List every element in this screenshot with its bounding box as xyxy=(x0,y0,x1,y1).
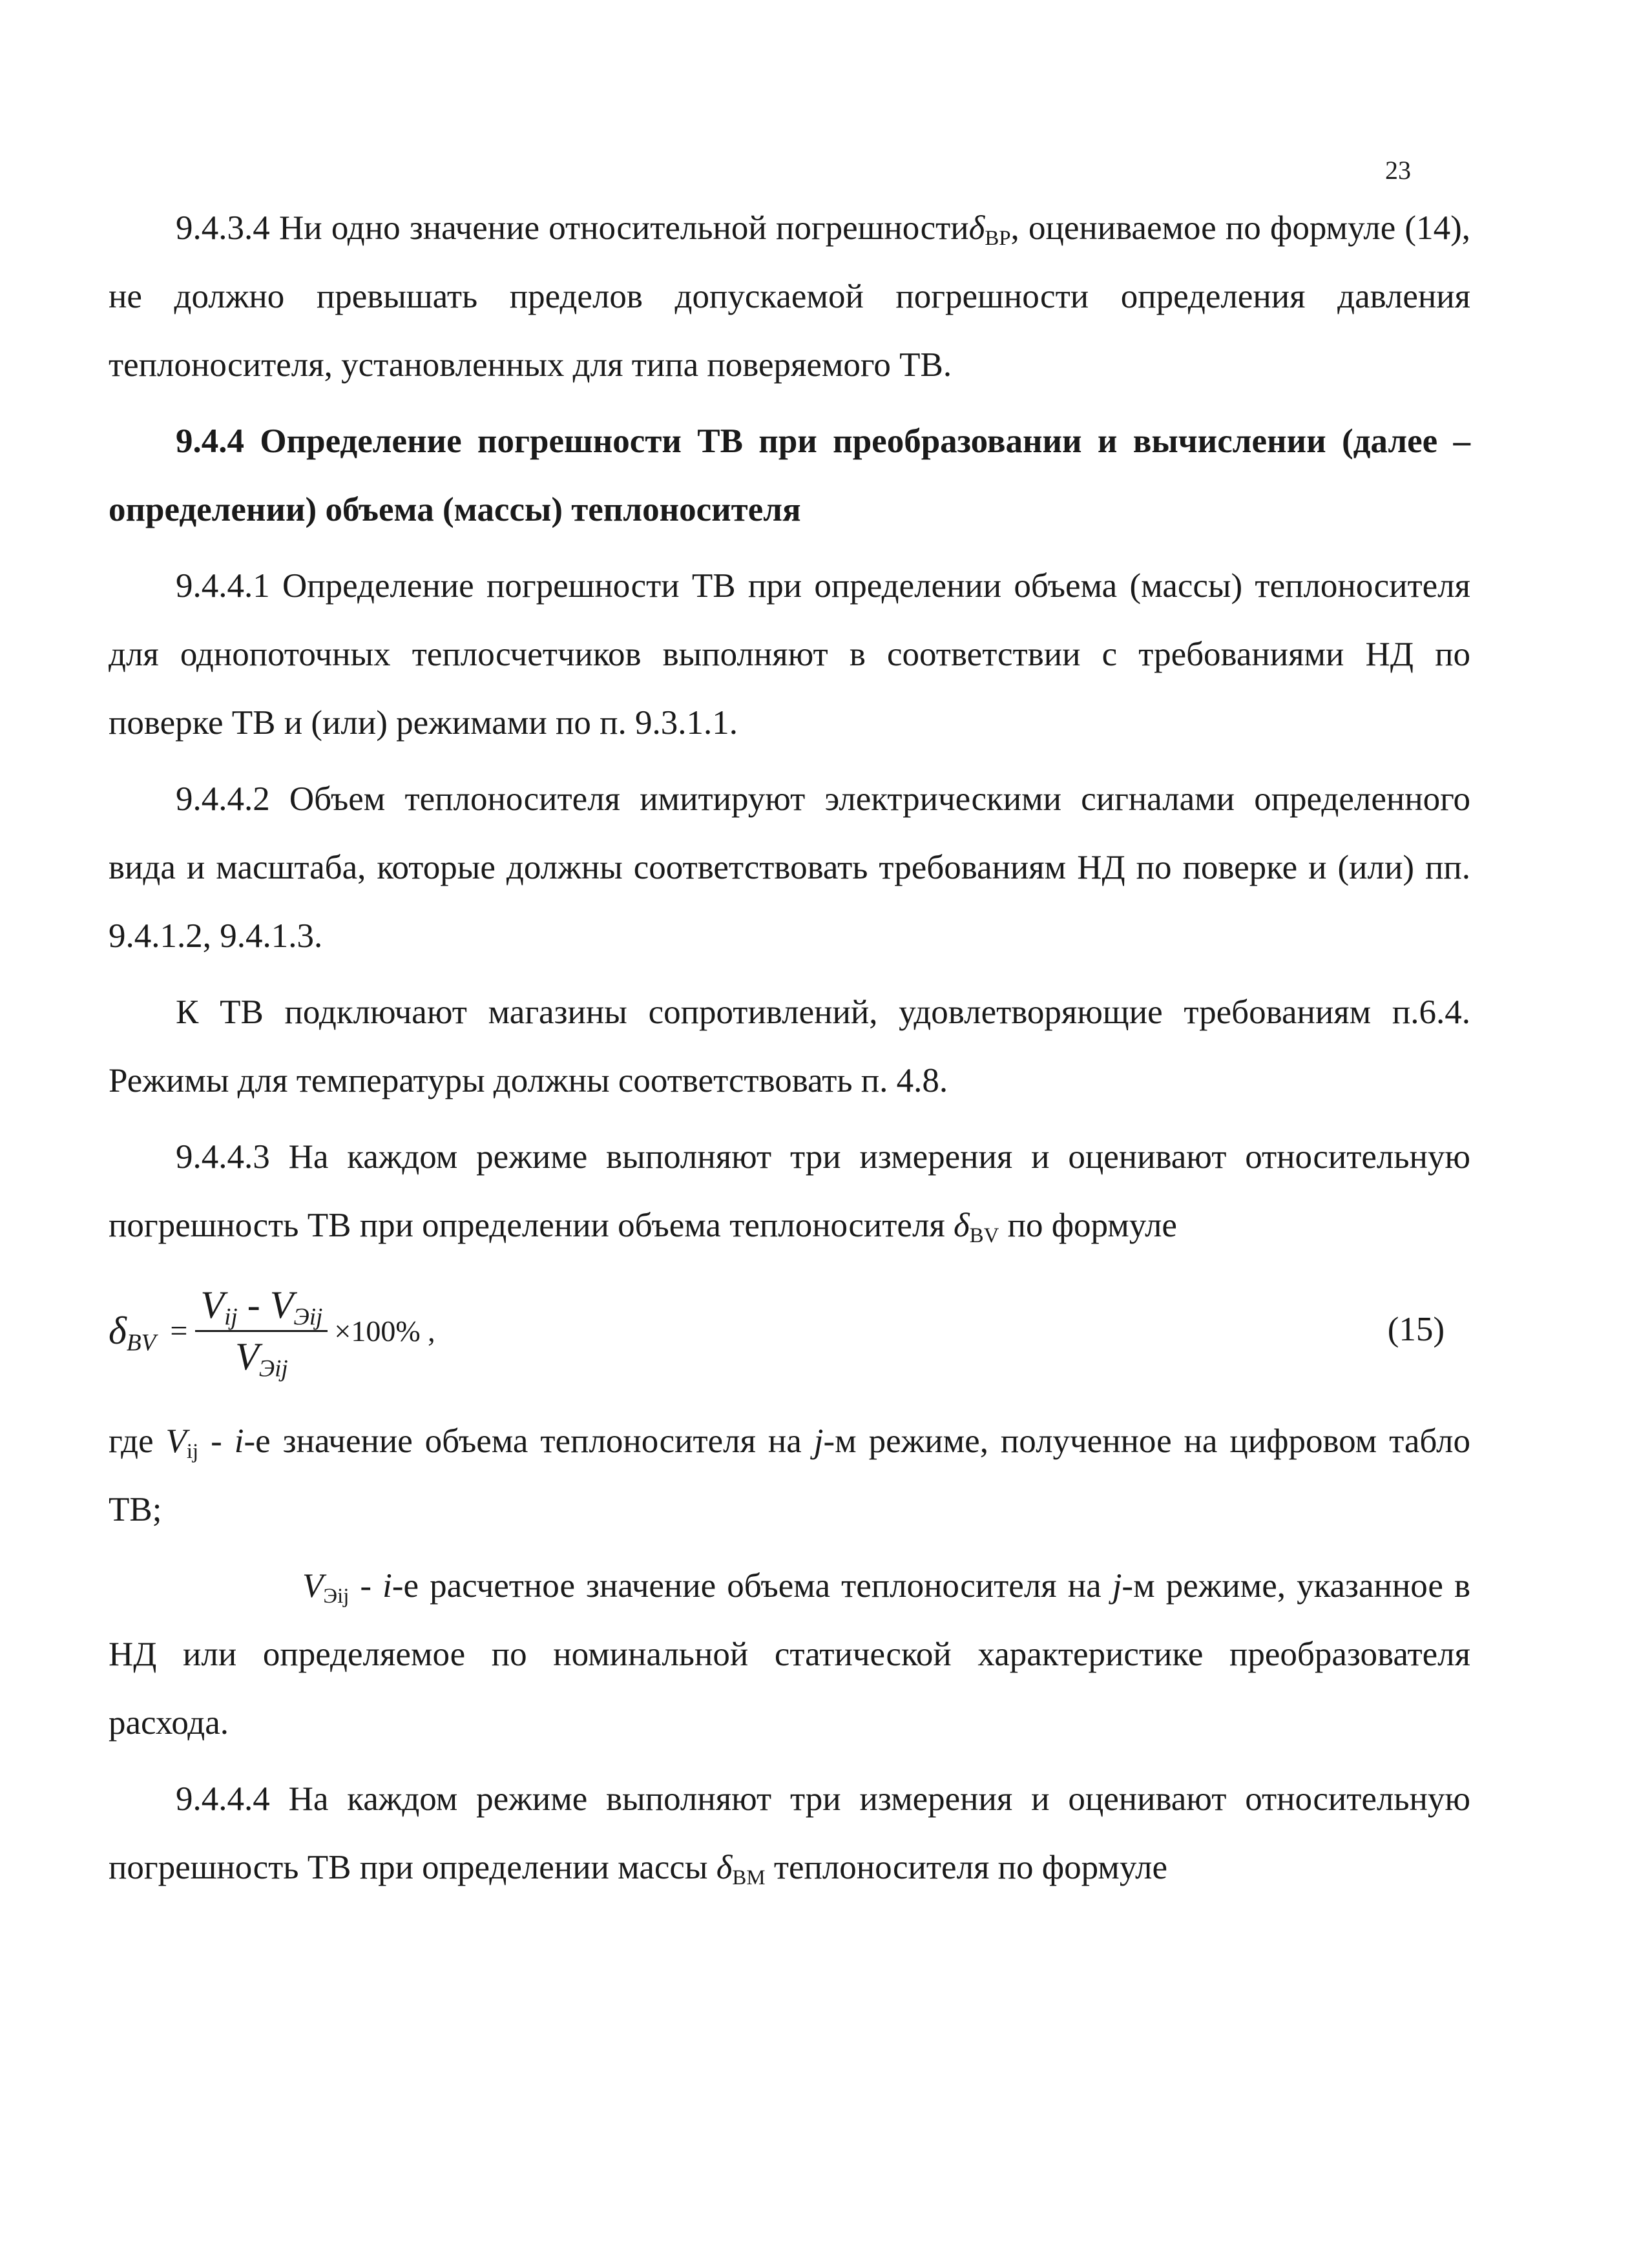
formula-expression xyxy=(109,1283,435,1382)
p5-text-1: 9.4.4.3 На каждом режиме выполняют три измерения и оценивают относительную погрешность ТВ при определении объема теплоносителя xyxy=(109,1138,1470,1244)
p1-text-2: , оцениваемое по формуле (14), не должно превышать пределов допускаемой погрешности определения давления теплоносителя, установленных для типа поверяемого ТВ. xyxy=(109,209,1470,384)
formula-lhs: $\delta_{ВV}$ xyxy=(109,1309,156,1357)
formula-numerator: $V_{ij} - V_{Эij}$ xyxy=(200,1284,323,1331)
definition-calculated-volume: $V_{Эij} - i-е$ расчетное значение объема теплоносителя на j-м режиме, указанное в НД или определяемое по номинальной статической характеристике преобразователя расхода. xyxy=(109,1567,1470,1742)
formula-denominator: $V_{Эij}$ xyxy=(235,1335,288,1382)
delta-subscript: ВV xyxy=(969,1224,999,1248)
paragraph-9-4-4-3 xyxy=(109,1123,1470,1260)
paragraph-9-4-4-1: 9.4.4.1 Определение погрешности ТВ при определении объема (массы) теплоносителя для однопоточных теплосчетчиков выполняют в соответствии с требованиями НД по поверке ТВ и (или) режимами по п. 9.3.1.1. xyxy=(109,567,1470,742)
section-heading-9-4-4: 9.4.4 Определение погрешности ТВ при преобразовании и вычислении (далее – определении) объема (массы) теплоносителя xyxy=(109,422,1470,528)
formula-equals: = xyxy=(170,1314,188,1348)
paragraph-9-4-4-4 xyxy=(109,1765,1470,1902)
paragraph-9-4-3-4 xyxy=(109,194,1470,399)
formula-15 xyxy=(109,1271,1470,1407)
paragraph-resistance-boxes: К ТВ подключают магазины сопротивлений, удовлетворяющие требованиям п.6.4. Режимы для температуры должны соответствовать п. 4.8. xyxy=(109,994,1470,1099)
delta-subscript: ВМ xyxy=(732,1866,766,1890)
p6-text-2: теплоносителя по формуле xyxy=(773,1849,1167,1886)
page-number: 23 xyxy=(1385,156,1411,185)
delta-symbol: δ xyxy=(954,1207,970,1244)
definition-measured-volume: где $V_{ij} - i-е$ значение объема теплоносителя на j-м режиме, полученное на цифровом табло ТВ; xyxy=(109,1422,1471,1528)
p1-text-1: 9.4.3.4 Ни одно значение относительной погрешности xyxy=(176,209,969,247)
p6-text-1: 9.4.4.4 На каждом режиме выполняют три измерения и оценивают относительную погрешность ТВ при определении массы xyxy=(109,1780,1470,1886)
delta-subscript: ВР xyxy=(985,227,1011,251)
document-body xyxy=(109,194,1470,1902)
delta-symbol: δ xyxy=(968,209,985,247)
delta-symbol: δ xyxy=(716,1849,733,1886)
paragraph-9-4-4-2: 9.4.4.2 Объем теплоносителя имитируют электрическими сигналами определенного вида и масштаба, которые должны соответствовать требованиям НД по поверке и (или) пп. 9.4.1.2, 9.4.1.3. xyxy=(109,780,1470,955)
fraction-bar xyxy=(195,1330,328,1332)
equation-number: (15) xyxy=(1387,1311,1445,1348)
formula-multiplier: ×100% , xyxy=(334,1315,435,1347)
p5-text-2: по формуле xyxy=(1007,1207,1177,1244)
formula-fraction xyxy=(195,1283,328,1382)
